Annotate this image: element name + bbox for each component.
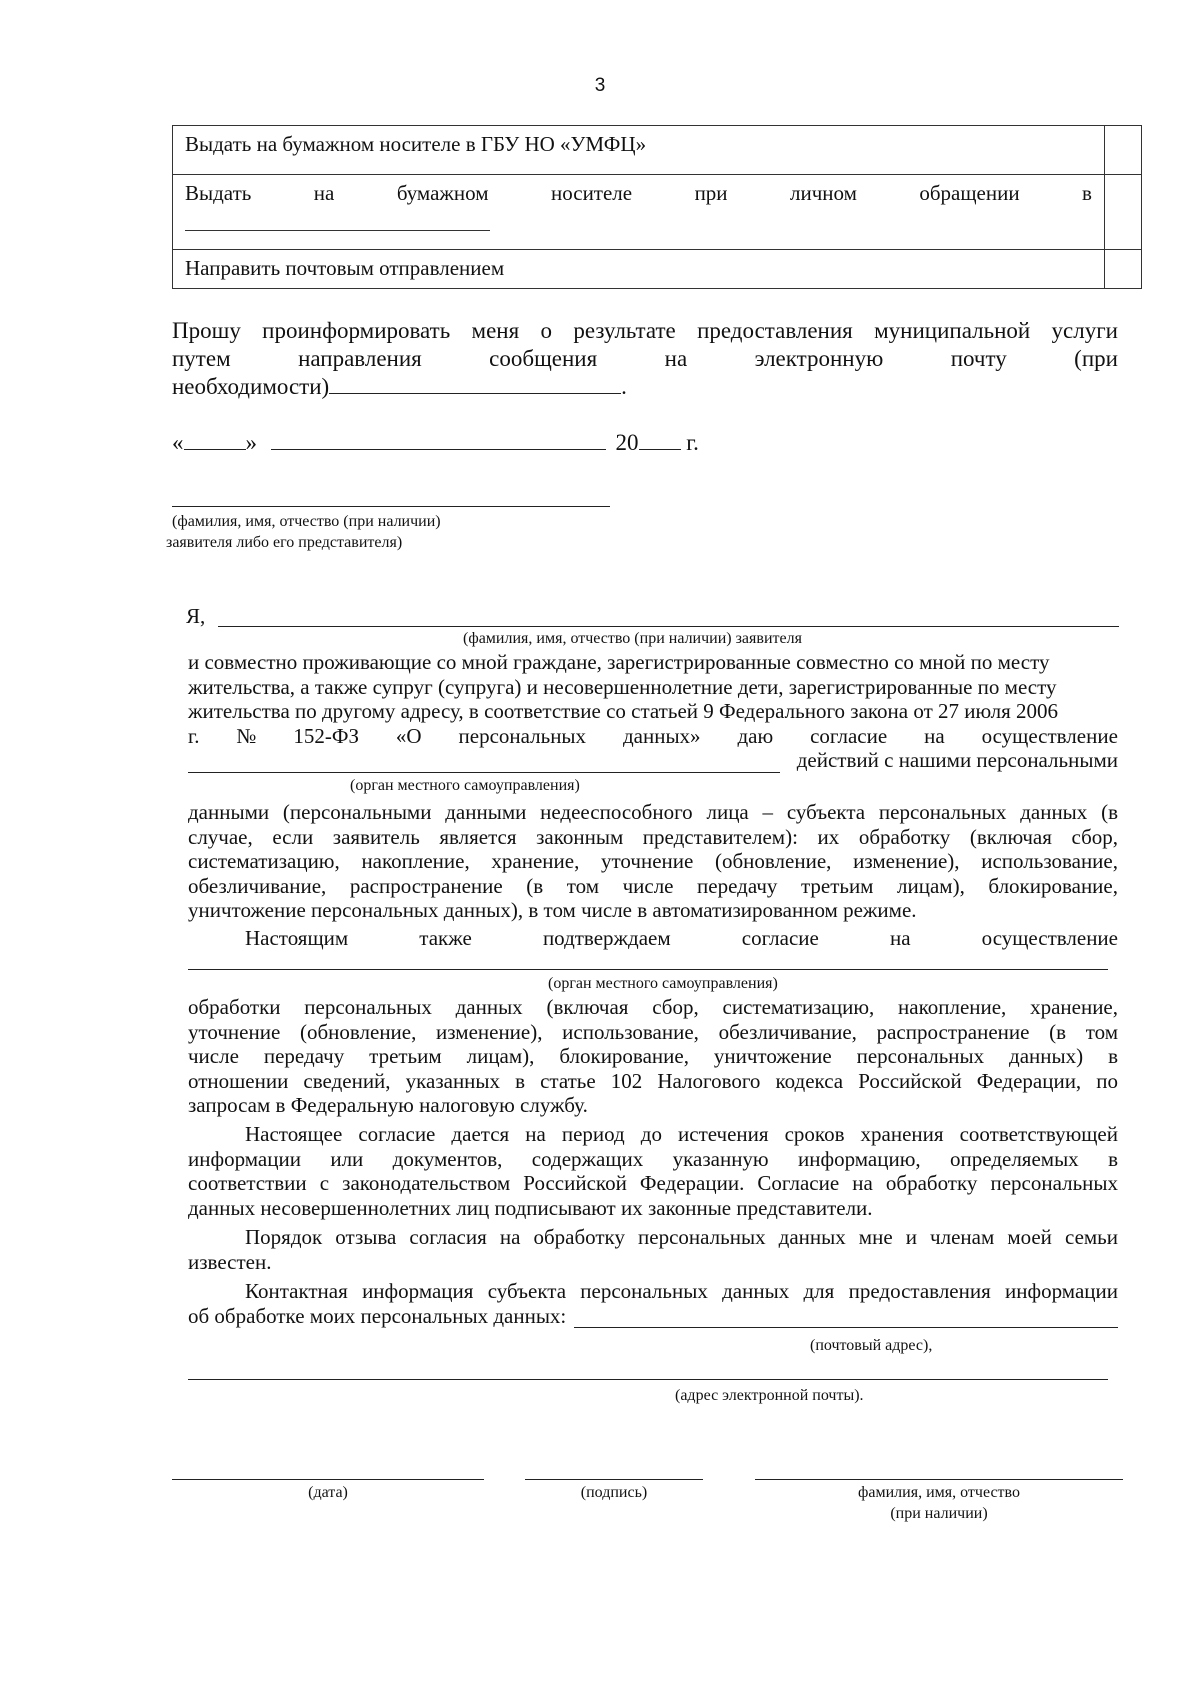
word: Прошу xyxy=(172,318,241,343)
option-checkbox-cell[interactable] xyxy=(1105,126,1142,175)
word: также xyxy=(419,926,472,950)
word: направления xyxy=(298,346,422,371)
fullname-line[interactable] xyxy=(755,1478,1123,1480)
organ-caption-2: (орган местного самоуправления) xyxy=(548,975,778,992)
consent-paragraph-3 xyxy=(188,926,1118,951)
word: данных» xyxy=(622,723,701,748)
word: 152-ФЗ xyxy=(293,723,359,748)
word: согласие xyxy=(741,926,819,950)
option-checkbox-cell[interactable] xyxy=(1105,250,1142,289)
date-signature-line[interactable] xyxy=(172,1478,484,1480)
word: электронную xyxy=(754,346,884,371)
consent-paragraph-1: и совместно проживающие со мной граждане, зарегистрированные совместно со мной по месту жительства, а также супруг (супруга) и несовершеннолетние дети, зарегистрированные по месту жительства по другому адресу, в соответствие со статьей 9 Федерального закона от 27 июля 2006 г. № 152-ФЗ «О персональных данных» даю согласие на осуществление действий с нашими персональными xyxy=(188,650,1118,772)
notify-line-1 xyxy=(172,317,1118,345)
email-caption: (адрес электронной почты). xyxy=(675,1387,864,1404)
consent-paragraph-4: обработки персональных данных (включая сбор, систематизацию, накопление, хранение, уточнение (обновление, изменение), использование, обезличивание, распространение (в том числе передачу третьим лицам), блокирование, уничтожение персональных данных) в отношении сведений, указанных в статье 102 Налогового кодекса Российской Федерации, по запросам в Федеральную налоговую службу. xyxy=(188,995,1118,1117)
word: осуществление xyxy=(981,723,1118,748)
table-row xyxy=(173,175,1142,250)
notify-line-2 xyxy=(172,345,1118,373)
table-row xyxy=(173,250,1142,289)
word: личном xyxy=(790,181,857,205)
word: на xyxy=(664,346,688,371)
confirm-line xyxy=(245,926,1118,951)
word: предоставления xyxy=(697,318,853,343)
word: г. xyxy=(188,723,200,748)
word: на xyxy=(924,723,945,748)
word: муниципальной xyxy=(874,318,1031,343)
word: услуги xyxy=(1051,318,1118,343)
word: согласие xyxy=(810,723,888,748)
consent-paragraph-6: Порядок отзыва согласия на обработку персональных данных мне и членам моей семьи известен. xyxy=(188,1225,1118,1274)
option-post: Направить почтовым отправлением xyxy=(173,250,1105,289)
email-address-blank[interactable] xyxy=(188,1378,1108,1380)
fullname-caption-2: (при наличии) xyxy=(890,1505,988,1522)
consent-paragraph-5: Настоящее согласие дается на период до истечения сроков хранения соответствующей информации или документов, содержащих указанную информацию, определяемых в соответствии с законодательством Российской Федерации. Согласие на обработку персональных данных несовершеннолетних лиц подписывают их законные представители. xyxy=(188,1122,1118,1220)
date-line: « » 20 г. xyxy=(172,430,699,455)
word: на xyxy=(889,926,911,950)
word: о xyxy=(540,318,553,343)
fullname-caption-1: фамилия, имя, отчество xyxy=(858,1484,1020,1501)
consent-line-4 xyxy=(188,724,1118,749)
organ-caption-1: (орган местного самоуправления) xyxy=(350,777,580,794)
word: обращении xyxy=(919,181,1020,205)
word: (при xyxy=(1074,346,1118,371)
word: носителе xyxy=(550,181,633,205)
option-paper-personal xyxy=(173,175,1105,250)
page-number: 3 xyxy=(594,75,606,96)
ya-label: Я, xyxy=(186,604,206,628)
signature-caption: (подпись) xyxy=(580,1484,648,1501)
consent-paragraph-2: данными (персональными данными недееспособного лица – субъекта персональных данных (в случае, если заявитель является законным представителем): их обработку (включая сбор, систематизацию, накопление, хранение, уточнение (обновление, изменение), использование, обезличивание, распространение (в том числе передачу третьим лицам), блокирование, уничтожение персональных данных), в том числе в автоматизированном режиме. xyxy=(188,800,1118,922)
word: подтверждаем xyxy=(542,926,671,950)
word: бумажном xyxy=(396,181,489,205)
year-blank[interactable] xyxy=(639,430,681,450)
signer-caption-2: заявителя либо его представителя) xyxy=(166,534,403,551)
month-blank[interactable] xyxy=(271,430,606,450)
word: № xyxy=(236,723,257,748)
word: меня xyxy=(471,318,520,343)
word: на xyxy=(313,181,335,205)
word: результате xyxy=(573,318,676,343)
applicant-name-line[interactable] xyxy=(218,625,1119,627)
word: Настоящим xyxy=(245,926,349,950)
email-blank[interactable] xyxy=(329,374,621,394)
organ-blank-2[interactable] xyxy=(188,968,1108,970)
date-caption: (дата) xyxy=(308,1484,348,1501)
notify-paragraph xyxy=(172,317,1118,401)
option-checkbox-cell[interactable] xyxy=(1105,175,1142,250)
word: в xyxy=(1082,181,1092,205)
signature-line[interactable] xyxy=(525,1478,703,1480)
word: даю xyxy=(737,723,774,748)
organ-blank-1[interactable] xyxy=(188,753,780,773)
word: «О xyxy=(395,723,422,748)
word: сообщения xyxy=(489,346,598,371)
option-paper-personal-text xyxy=(185,181,1092,206)
consent-paragraph-7: Контактная информация субъекта персональных данных для предоставления информации об обработке моих персональных данных: xyxy=(188,1279,1118,1328)
word: проинформировать xyxy=(262,318,451,343)
word: персональных xyxy=(458,723,587,748)
notify-line-3: необходимости) . xyxy=(172,374,627,399)
word: при xyxy=(694,181,728,205)
postal-address-blank[interactable] xyxy=(574,1308,1118,1328)
word: Выдать xyxy=(185,181,252,205)
option-paper-mfc: Выдать на бумажном носителе в ГБУ НО «УМФЦ» xyxy=(173,126,1105,175)
word: почту xyxy=(950,346,1007,371)
day-blank[interactable] xyxy=(184,430,246,450)
table-row xyxy=(173,126,1142,175)
delivery-options-table xyxy=(172,125,1142,289)
blank-line[interactable] xyxy=(185,222,490,231)
applicant-caption: (фамилия, имя, отчество (при наличии) заявителя xyxy=(463,630,802,647)
word: путем xyxy=(172,346,231,371)
notify-necessity-label: необходимости) xyxy=(172,374,330,399)
signer-caption-1: (фамилия, имя, отчество (при наличии) xyxy=(172,513,441,530)
word: осуществление xyxy=(981,926,1118,950)
signer-line[interactable] xyxy=(172,505,610,507)
postal-caption: (почтовый адрес), xyxy=(810,1337,933,1354)
